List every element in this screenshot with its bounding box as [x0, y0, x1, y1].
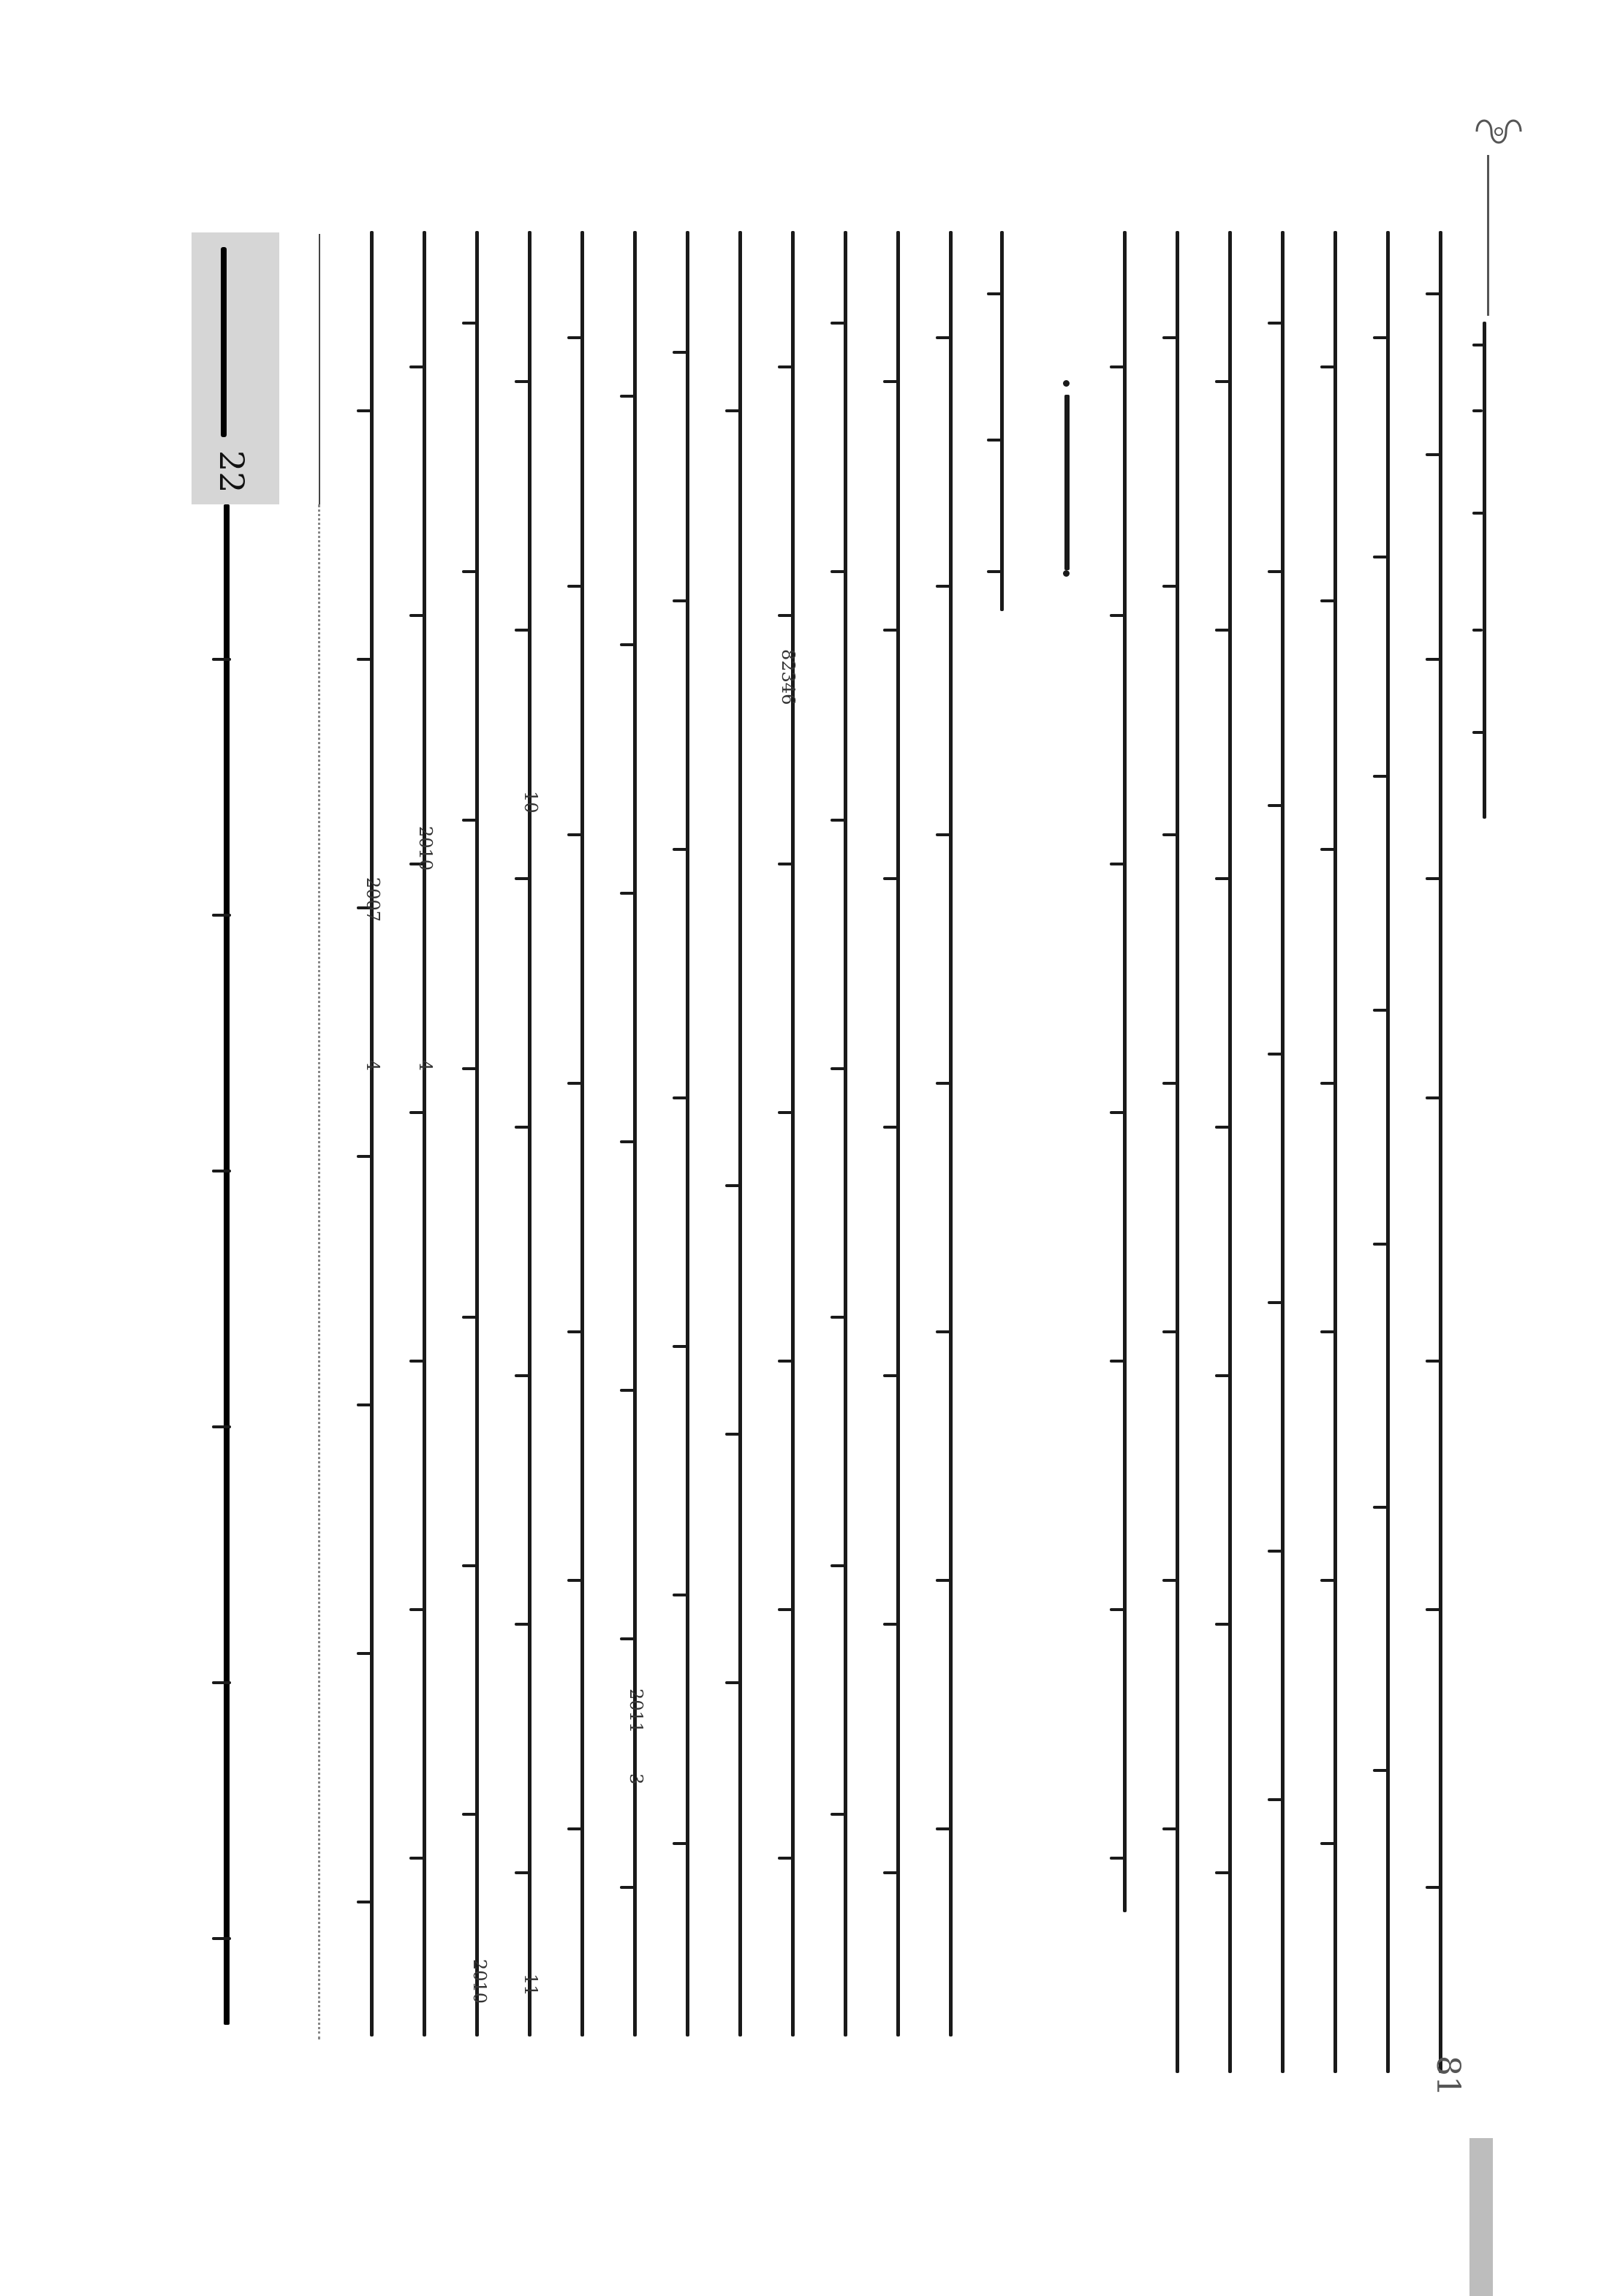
page-number: 81: [1429, 2056, 1467, 2096]
inline-number: 4: [363, 1060, 383, 1072]
section-number: 22: [212, 450, 251, 493]
page-edge-bar: [1469, 2138, 1493, 2296]
inline-number: 2010: [469, 1959, 490, 2004]
inline-number: 2011: [626, 1689, 646, 1734]
inline-number: 2007: [363, 877, 383, 922]
running-head-ornament: [1469, 110, 1528, 154]
dotted-separator: [318, 504, 320, 2039]
inline-number: 2010: [415, 826, 436, 871]
running-head-rule: [1487, 155, 1489, 316]
header-rule: [319, 234, 320, 504]
inline-number: 3: [626, 1773, 646, 1785]
inline-number: 10: [521, 791, 541, 814]
inline-number: 4: [415, 1060, 436, 1072]
inline-number: 82346: [778, 649, 798, 705]
inline-number: 11: [521, 1974, 541, 1996]
